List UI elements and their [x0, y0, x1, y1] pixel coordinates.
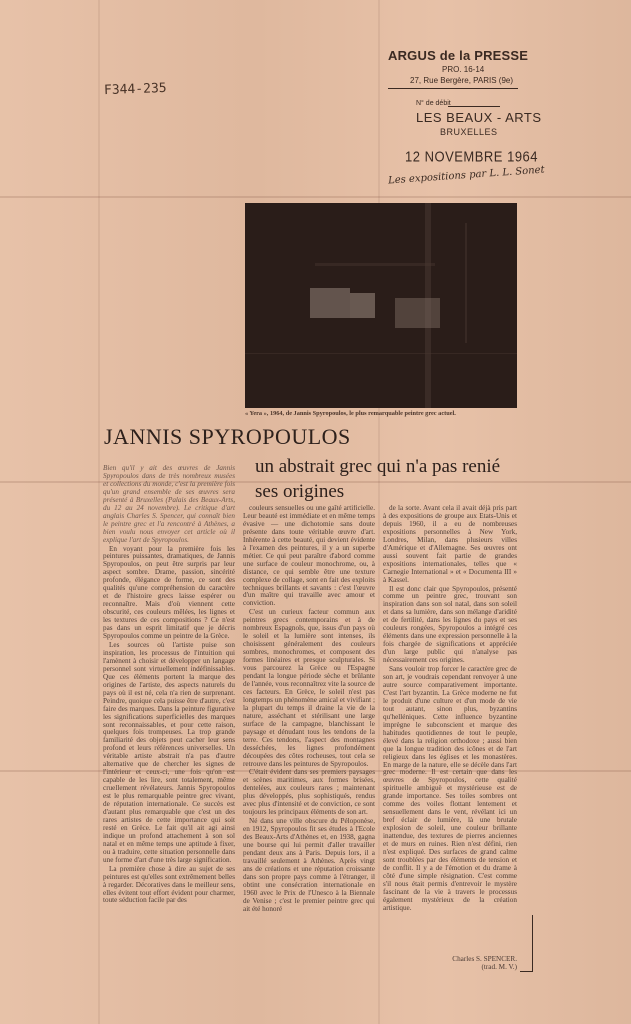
paragraph: En voyant pour la première fois les peintures puissantes, dramatiques, de Jannis Spyropoulos, on peut être surpris par leur aspect sombre. Drame, passion, sincérité profonde, élégance de forme, ce sont des qualités qu'une compréhension du caractère et de l'histoire grecs laisse espérer ou reconnaître. Mais d'où viennent cette obscurité, ces couleurs mêlées, les lignes et les textures de ces compositions ? Ce n'est pas dans un esprit limitatif que je décris Spyropoulos comme un peintre de la Grèce.: [103, 544, 235, 641]
agency-name: ARGUS de la PRESSE: [388, 48, 529, 63]
photo-caption: « Yera », 1964, de Jannis Spyropoulos, le plus remarquable peintre grec actuel.: [245, 410, 456, 417]
publication-name: LES BEAUX - ARTS: [416, 110, 542, 125]
fold-line: [0, 196, 631, 198]
article-column-1: [103, 448, 235, 1008]
agency-address-line: 27, Rue Bergère, PARIS (9e): [410, 76, 514, 85]
painting-photo: [245, 203, 517, 408]
article-column-2: [243, 505, 375, 970]
publication-city: BRUXELLES: [440, 127, 498, 137]
article-column-3: [383, 505, 517, 965]
article-intro: Bien qu'il y ait des œuvres de Jannis Spyropoulos dans de très nombreux musées et collections du monde, c'est la première fois qu'un grand ensemble de ses œuvres sera présenté à Bruxelles (Palais des Beaux-Arts, du 12 au 24 novembre). Le critique d'art anglais Charles S. Spencer, qui connaît bien le peintre grec et l'a rencontré à Athènes, a bien voulu nous envoyer cet article où il explique l'art de Spyropoulos.: [103, 464, 235, 544]
handwritten-reference: F344-235: [103, 80, 167, 99]
author-name: Charles S. SPENCER.: [452, 955, 517, 963]
paragraph: C'était évident dans ses premiers paysages et scènes maritimes, aux formes brisées, dentelées, aux couleurs rares ; maintenant plus développés, plus sophistiqués, rendus avec plus d'intensité et de conviction, ce sont toujours les principaux éléments de son art.: [243, 768, 375, 817]
stamp-rule: [388, 88, 518, 89]
agency-address-line: PRO. 16-14: [442, 65, 485, 74]
paragraph: C'est un curieux facteur commun aux peintres grecs contemporains et à de nombreux Espagnols, que, issus d'un pays où le soleil et la lumière sont intenses, ils choisissent généralement des couleurs sombres, monochromes, et composent des formes linéaires et presque sculpturales. Si vous parcourez la Grèce ou l'Espagne pendant la longue période sèche et brûlante de l'année, vous reconnaîtrez vite la source de ces facteurs. En Grèce, le soleil n'est pas longtemps un phénomène amical et vivifiant ; la plupart du temps il draine la vie de la nature, asséchant et stérilisant une large surface de la campagne, blanchissant le paysage et dénudant tous les tendons de la terre. Ces tendons, l'aspect des montagnes desséchées, les lignes profondément découpées des côtes rocheuses, tout cela se retrouve dans les peintures de Spyropoulos.: [243, 608, 375, 768]
press-agency-stamp: [388, 48, 548, 92]
fold-line: [378, 0, 380, 1024]
fold-line: [98, 0, 100, 1024]
article-signature: [383, 955, 517, 971]
paragraph: de la sorte. Avant cela il avait déjà pris part à des expositions de groupe aux Etats-Unis et depuis 1960, il a eu de nombreuses expositions personnelles à New York, Londres, Milan, dans plusieurs villes d'Amérique et d'Allemagne. Ses œuvres ont aussi souvent fait partie de grandes expositions internationales, telles que « Carnegie International » et « Documenta III » à Kassel.: [383, 505, 517, 584]
paragraph: Sans vouloir trop forcer le caractère grec de son art, je voudrais cependant renvoyer à une autre source comparativement importante. C'est l'art byzantin. La Grèce moderne ne fut le produit d'une culture et d'un mode de vie tout autant, sinon plus, byzantins qu'helléniques. Cette influence byzantine imprègne le subconscient et marque des habitudes quotidiennes de tout le peuple, élevé dans la religion orthodoxe ; aussi bien que la longue tradition des icônes et de l'art religieux dans les églises et les monastères. En marge de la nature, elle se décèle dans l'art grec moderne. Il est certain que dans les œuvres de Spyropoulos, cette qualité spirituelle ambiguë et mystérieuse est de grande importance. Ses toiles sombres ont comme des voiles flottant lentement et sensuellement dans le vent, révélant ici un bref éclair de lumière, là une brutale explosion de soleil, une couleur brillante inattendue, des textures de pierres anciennes et de murs en ruines. Rien n'est défini, rien n'est expliqué. Des surfaces de grand calme sont troublées par des éléments de tension et de conflit. Il y a de l'émotion et du drame à côté d'une simple résignation. C'est comme s'il nous était permis d'entrevoir le mystère fascinant de la vie à travers le processus également mystérieux de la création artistique.: [383, 665, 517, 912]
paragraph: Il est donc clair que Spyropoulos, présenté comme un peintre grec, trouvant son inspiration dans son sol natal, dans son soleil et dans sa lumière, dans son mélange d'aridité et de fertilité, dans les lignes du pays et ses couleurs rongées, Spyropoulos a intégré ces éléments dans une expression personnelle à la fois chargée de significations et appréciée d'un large public qui n'analyse pas nécessairement ces origines.: [383, 584, 517, 665]
paragraph: Né dans une ville obscure du Péloponèse, en 1912, Spyropoulos fit ses études à l'Ecole des Beaux-Arts d'Athènes et, en 1938, gagna une bourse qui lui permit d'aller travailler pendant deux ans à Paris. Depuis lors, il a travaillé seulement à Athènes. Après vingt ans de créations et une réputation croissante dans son propre pays comme à l'étranger, il obtint une consécration internationale en 1960 avec le Prix de l'Unesco à la Biennale de Venise ; c'est le premier peintre grec qui ait été honoré: [243, 817, 375, 913]
paragraph: couleurs sensuelles ou une gaîté artificielle. Leur beauté est immédiate et en même temps évasive — une dichotomie sans doute présente dans toute véritable œuvre d'art. Inhérente à cette beauté, qui devient évidente à l'examen des peintures, il y a un superbe métier. Ce qui peut paraître d'abord comme une surface de couleur monochrome, ou, à distance, ce qui semble être une texture complexe de collage, sont en fait des exploits techniques brillants et savants : c'est l'œuvre d'un maître qui travaille avec amour et conviction.: [243, 505, 375, 608]
publication-date: 12 NOVEMBRE 1964: [405, 148, 539, 165]
paragraph: Les sources où l'artiste puise son inspiration, les processus de l'intuition qui l'amènent à choisir et développer un langage personnel sont virtuellement indéfinissables. Que ces éléments portent la marque des origines de l'artiste, des aspects naturels du pays où il est né, cela n'a rien de surprenant. Peindre, quoique cela puisse être d'autre, c'est faire des marques. Dans la peinture figurative les significations superficielles des marques sont reconnaissables, et pour cette raison, quelques fois trompeuses. La trop grande familiarité des objets peut cacher leur sens profond et leurs références universelles. Un véritable artiste abstrait n'a pas d'autre alternative que de chercher les signes de l'intérieur et ceux-ci, une fois qu'on est capable de les lire, sont totalement, même cruellement révélateurs. Jannis Spyropoulos est le plus remarquable peintre grec vivant, de réputation internationale. Ce succès est d'autant plus remarquable que c'est un des rares artistes de cette importance qui soit resté en Grèce. Le fait qu'il ait agi ainsi indique un profond attachement à son sol natal et en même temps une aptitude à fixer, ou à traduire, cette situation personnelle dans une forme d'art d'une très large signification.: [103, 640, 235, 864]
pencil-bracket-mark: [520, 915, 533, 972]
paragraph: La première chose à dire au sujet de ses peintures est qu'elles sont extrêmement belles à regarder. Décoratives dans le meilleur sens, elles évitent tout effort évident pour charmer, toute séduction facile par des: [103, 864, 235, 905]
article-subheadline: un abstrait grec qui n'a pas renié ses origines: [255, 456, 501, 502]
handwritten-note: Les expositions par L. L. Sonet: [387, 164, 545, 187]
translator-credit: (trad. M. V.): [481, 963, 517, 971]
article-headline: JANNIS SPYROPOULOS: [104, 424, 351, 449]
debit-label: N° de débit: [416, 100, 451, 107]
debit-rule: [448, 106, 500, 107]
